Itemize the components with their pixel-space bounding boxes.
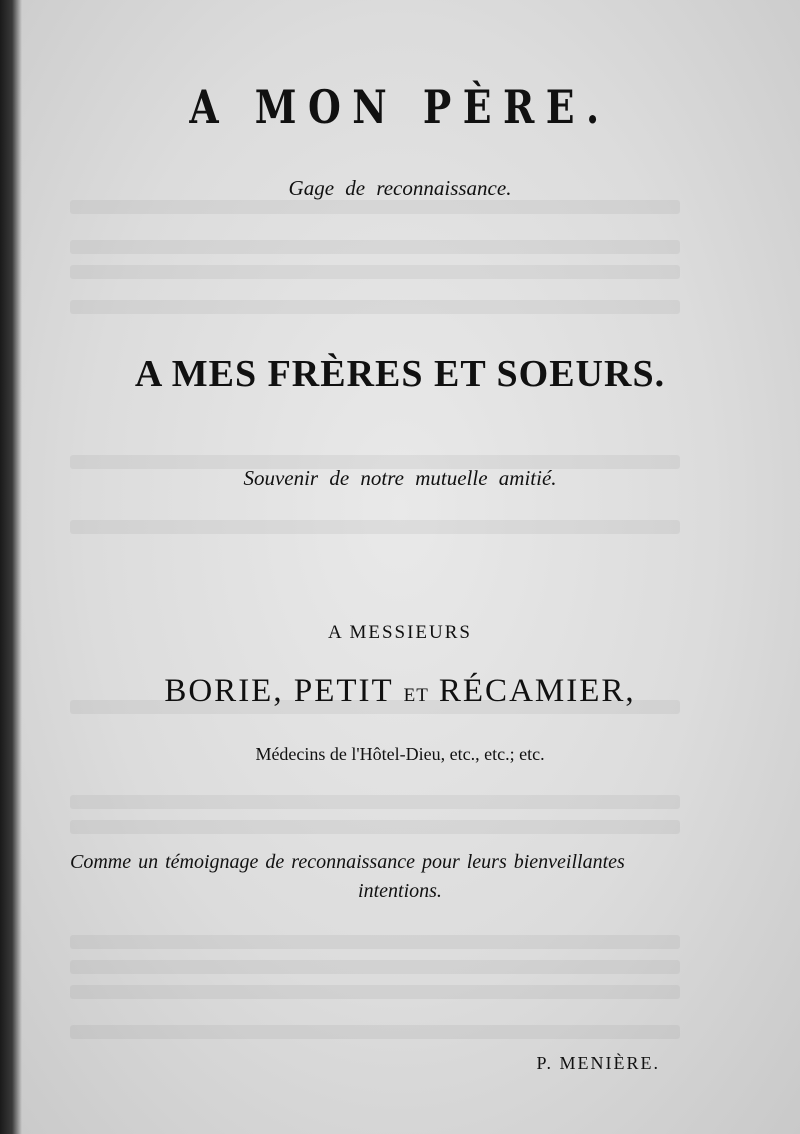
bleed-through-band bbox=[70, 1025, 680, 1039]
bleed-through-band bbox=[70, 265, 680, 279]
bleed-through-band bbox=[70, 935, 680, 949]
bleed-through-band bbox=[70, 960, 680, 974]
bleed-through-band bbox=[70, 200, 680, 214]
dedication-subtitle-siblings: Souvenir de notre mutuelle amitié. bbox=[243, 466, 557, 490]
physician-names-part2: RÉCAMIER, bbox=[438, 673, 636, 709]
dedication-intro-messieurs: A MESSIEURS bbox=[328, 622, 472, 643]
author-signature: P. MENIÈRE. bbox=[536, 1053, 660, 1073]
physician-names bbox=[0, 673, 800, 710]
testimony-line-2: intentions. bbox=[358, 880, 442, 902]
dedication-subtitle-father: Gage de reconnaissance. bbox=[288, 176, 512, 200]
conjunction-et: ET bbox=[403, 685, 429, 706]
bleed-through-band bbox=[70, 300, 680, 314]
bleed-through-band bbox=[70, 985, 680, 999]
physician-names-part1: BORIE, PETIT bbox=[164, 673, 394, 709]
physician-titles: Médecins de l'Hôtel-Dieu, etc., etc.; etc. bbox=[255, 744, 545, 764]
dedication-heading-father: A MON PÈRE. bbox=[189, 80, 611, 134]
testimony-line-1: Comme un témoignage de reconnaissance pour leurs bienveillantes bbox=[70, 851, 625, 873]
bleed-through-band bbox=[70, 820, 680, 834]
bleed-through-band bbox=[70, 520, 680, 534]
bleed-through-band bbox=[70, 795, 680, 809]
dedication-heading-siblings: A MES FRÈRES ET SOEURS. bbox=[134, 353, 666, 395]
testimony-paragraph bbox=[70, 848, 730, 906]
bleed-through-band bbox=[70, 240, 680, 254]
